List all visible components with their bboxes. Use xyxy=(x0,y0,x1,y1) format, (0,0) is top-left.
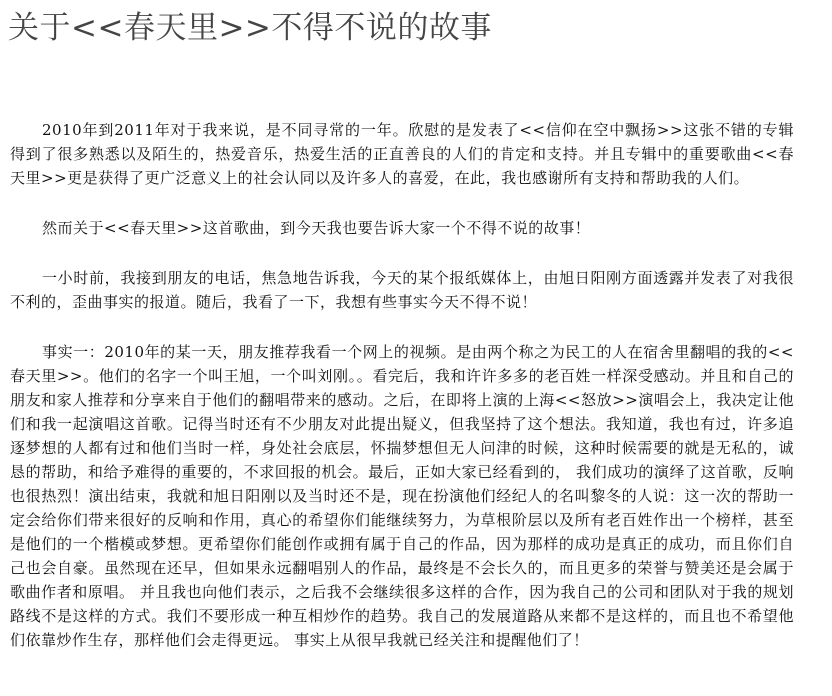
article-body xyxy=(10,118,794,652)
paragraph-intro: 2010年到2011年对于我来说，是不同寻常的一年。欣慰的是发表了<<信仰在空中飘扬>>这张不错的专辑得到了很多熟悉以及陌生的，热爱音乐，热爱生活的正直善良的人们的肯定和支持。并且专辑中的重要歌曲<<春天里>>更是获得了更广泛意义上的社会认同以及许多人的喜爱，在此，我也感谢所有支持和帮助我的人们。 xyxy=(10,121,794,187)
paragraph-fact-one: 事实一：2010年的某一天，朋友推荐我看一个网上的视频。是由两个称之为民工的人在宿舍里翻唱的我的<<春天里>>。他们的名字一个叫王旭，一个叫刘刚。。看完后，我和许许多多的老百姓一样深受感动。并且和自己的朋友和家人推荐和分享来自于他们的翻唱带来的感动。之后，在即将上演的上海<<怒放>>演唱会上，我决定让他们和我一起演唱这首歌。记得当时还有不少朋友对此提出疑义，但我坚持了这个想法。我知道，我也有过，许多追逐梦想的人都有过和他们当时一样，身处社会底层，怀揣梦想但无人问津的时候，这种时候需要的就是无私的，诚恳的帮助，和给予难得的重要的，不求回报的机会。最后，正如大家已经看到的， 我们成功的演绎了这首歌，反响也很热烈！演出结束，我就和旭日阳刚以及当时还不是，现在扮演他们经纪人的名叫黎冬的人说：这一次的帮助一定会给你们带来很好的反响和作用，真心的希望你们能继续努力，为草根阶层以及所有老百姓作出一个榜样，甚至是他们的一个楷模或梦想。更希望你们能创作或拥有属于自己的作品，因为那样的成功是真正的成功，而且你们自己也会自豪。虽然现在还早，但如果永远翻唱别人的作品，最终是不会长久的，而且更多的荣誉与赞美还是会属于歌曲作者和原唱。 并且我也向他们表示，之后我不会继续很多这样的合作，因为我自己的公司和团队对于我的规划路线不是这样的方式。我们不要形成一种互相炒作的趋势。我自己的发展道路从来都不是这样的，而且也不希望他们依靠炒作生存，那样他们会走得更远。 事实上从很早我就已经关注和提醒他们了！ xyxy=(10,343,794,649)
paragraph-announcement: 然而关于<<春天里>>这首歌曲，到今天我也要告诉大家一个不得不说的故事！ xyxy=(42,219,591,237)
article-title: 关于<<春天里>>不得不说的故事 xyxy=(8,10,492,46)
paragraph-news-report: 一小时前，我接到朋友的电话，焦急地告诉我，今天的某个报纸媒体上，由旭日阳刚方面透露并发表了对我很不利的，歪曲事实的报道。随后，我看了一下，我想有些事实今天不得不说！ xyxy=(10,269,794,311)
